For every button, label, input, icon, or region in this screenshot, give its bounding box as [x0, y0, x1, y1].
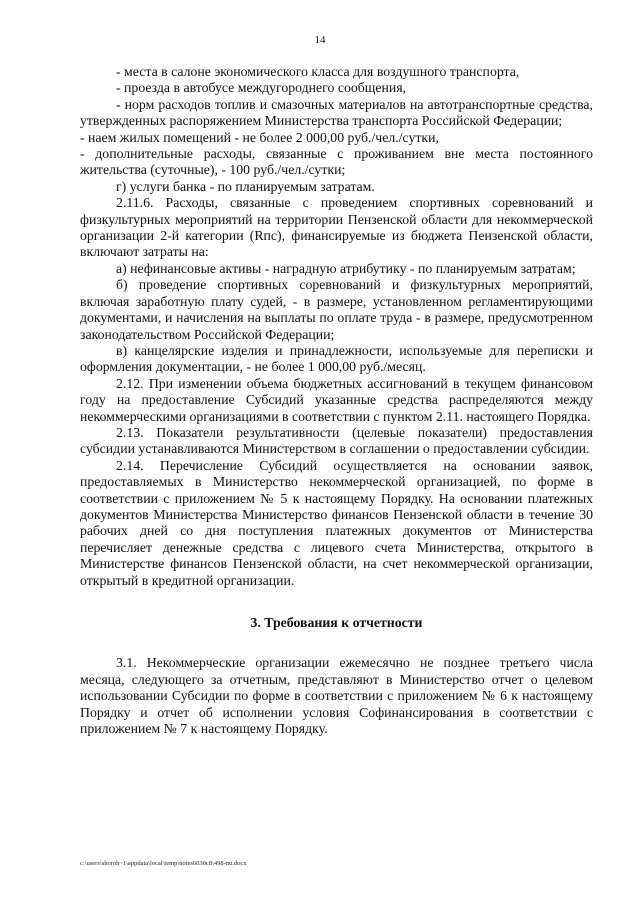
paragraph: - дополнительные расходы, связанные с проживанием вне места постоянного жительства (суточные), - 100 руб./чел./сутки;: [80, 146, 593, 178]
footer-file-path: c:\users\shoroh~1\appdata\local\temp\notes6030c8\498-nu.docx: [80, 860, 247, 867]
section-heading: 3. Требования к отчетности: [250, 615, 423, 630]
paragraphs-before: [80, 64, 593, 589]
paragraph: а) нефинансовые активы - наградную атрибутику - по планируемым затратам;: [116, 260, 576, 276]
paragraph: 3.1. Некоммерческие организации ежемесячно не позднее третьего числа месяца, следующего за отчетным, представляют в Министерство отчет о целевом использовании Субсидии по форме в соответствии с приложением № 6 к настоящему Порядку и отчет об исполнении условия Софинансирования в соответствии с приложением № 7 к настоящему Порядку.: [80, 655, 593, 737]
paragraph: - наем жилых помещений - не более 2 000,00 руб./чел./сутки,: [80, 129, 439, 145]
paragraph: 2.11.6. Расходы, связанные с проведением спортивных соревнований и физкультурных мероприятий на территории Пензенской области для некоммерческой организации 2-й категории (Rпс), финансируемые из бюджета Пензенской области, включают затраты на:: [80, 195, 593, 260]
document-body: [80, 64, 593, 737]
paragraph: - норм расходов топлив и смазочных материалов на автотранспортные средства, утвержденных распоряжением Министерства транспорта Российской Федерации;: [80, 96, 593, 129]
page-number: 14: [314, 34, 326, 46]
paragraph: б) проведение спортивных соревнований и физкультурных мероприятий, включая заработную плату судей, - в размере, установленном регламентирующими документами, и начисления на выплаты по оплате труда - в размере, предусмотренном законодательством Российской Федерации;: [80, 277, 593, 342]
paragraph: - места в салоне экономического класса для воздушного транспорта,: [116, 64, 520, 79]
paragraphs-after: [80, 655, 593, 737]
paragraph: - проезда в автобусе междугороднего сообщения,: [116, 80, 407, 96]
paragraph: 2.12. При изменении объема бюджетных ассигнований в текущем финансовом году на предоставление Субсидий указанные средства распределяются между некоммерческими организациями в соответствии с пунктом 2.11. настоящего Порядка.: [80, 375, 593, 424]
paragraph: г) услуги банка - по планируемым затратам.: [116, 178, 375, 194]
paragraph: 2.14. Перечисление Субсидий осуществляется на основании заявок, предоставляемых в Министерство некоммерческой организацией, по форме в соответствии с приложением № 5 к настоящему Порядку. На основании платежных документов Министерства Министерство финансов Пензенской области в течение 30 рабочих дней со дня поступления платежных документов от Министерства перечисляет денежные средства с лицевого счета Министерства, открытого в Министерстве финансов Пензенской области, на счет некоммерческой организации, открытый в кредитной организации.: [80, 457, 593, 588]
paragraph: 2.13. Показатели результативности (целевые показатели) предоставления субсидии устанавливаются Министерством в соглашении о предоставлении субсидии.: [80, 424, 593, 457]
paragraph: в) канцелярские изделия и принадлежности, используемые для переписки и оформления документации, - не более 1 000,00 руб./месяц.: [80, 342, 593, 375]
